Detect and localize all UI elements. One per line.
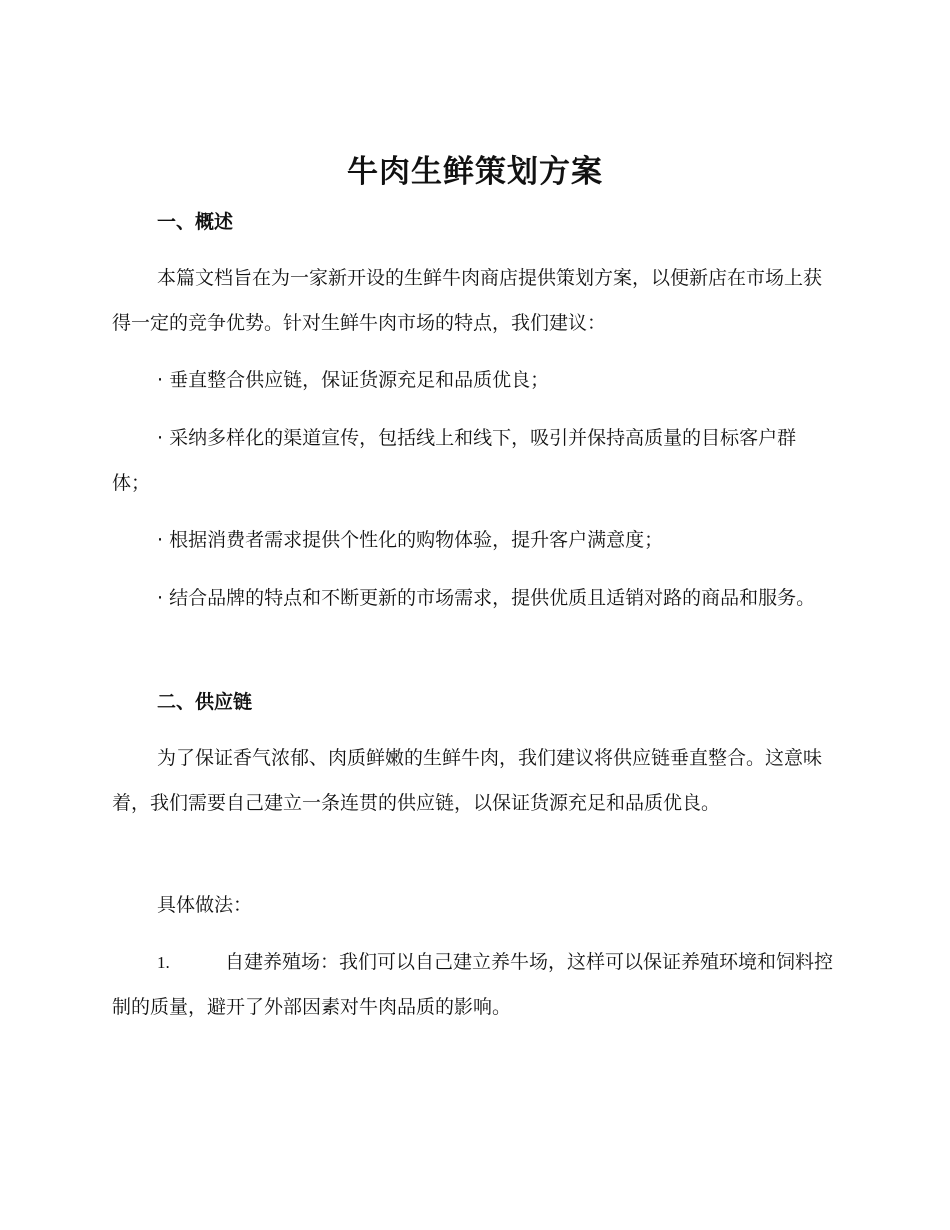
list-item-text: 自建养殖场：我们可以自己建立养牛场，这样可以保证养殖环境和饲料控制的质量，避开了外部因素对牛肉品质的影响。 [112,951,834,1018]
section-heading-supply-chain: 二、供应链 [157,691,253,713]
numbered-list-item [112,940,834,1030]
document-title: 牛肉生鲜策划方案 [347,154,603,190]
list-number: 1. [157,953,170,972]
bullet-item: · 结合品牌的特点和不断更新的市场需求，提供优质且适销对路的商品和服务。 [157,587,816,609]
supply-chain-paragraph: 为了保证香气浓郁、肉质鲜嫩的生鲜牛肉，我们建议将供应链垂直整合。这意味着，我们需要自己建立一条连贯的供应链，以保证货源充足和品质优良。 [112,747,823,814]
section-heading-overview: 一、概述 [157,211,234,233]
bullet-item: · 垂直整合供应链，保证货源充足和品质优良； [157,369,550,391]
method-label: 具体做法： [157,894,253,916]
bullet-item: · 根据消费者需求提供个性化的购物体验，提升客户满意度； [157,529,664,551]
overview-paragraph: 本篇文档旨在为一家新开设的生鲜牛肉商店提供策划方案，以便新店在市场上获得一定的竞争优势。针对生鲜牛肉市场的特点，我们建议： [112,267,823,334]
bullet-item: · 采纳多样化的渠道宣传，包括线上和线下，吸引并保持高质量的目标客户群体； [112,427,797,494]
